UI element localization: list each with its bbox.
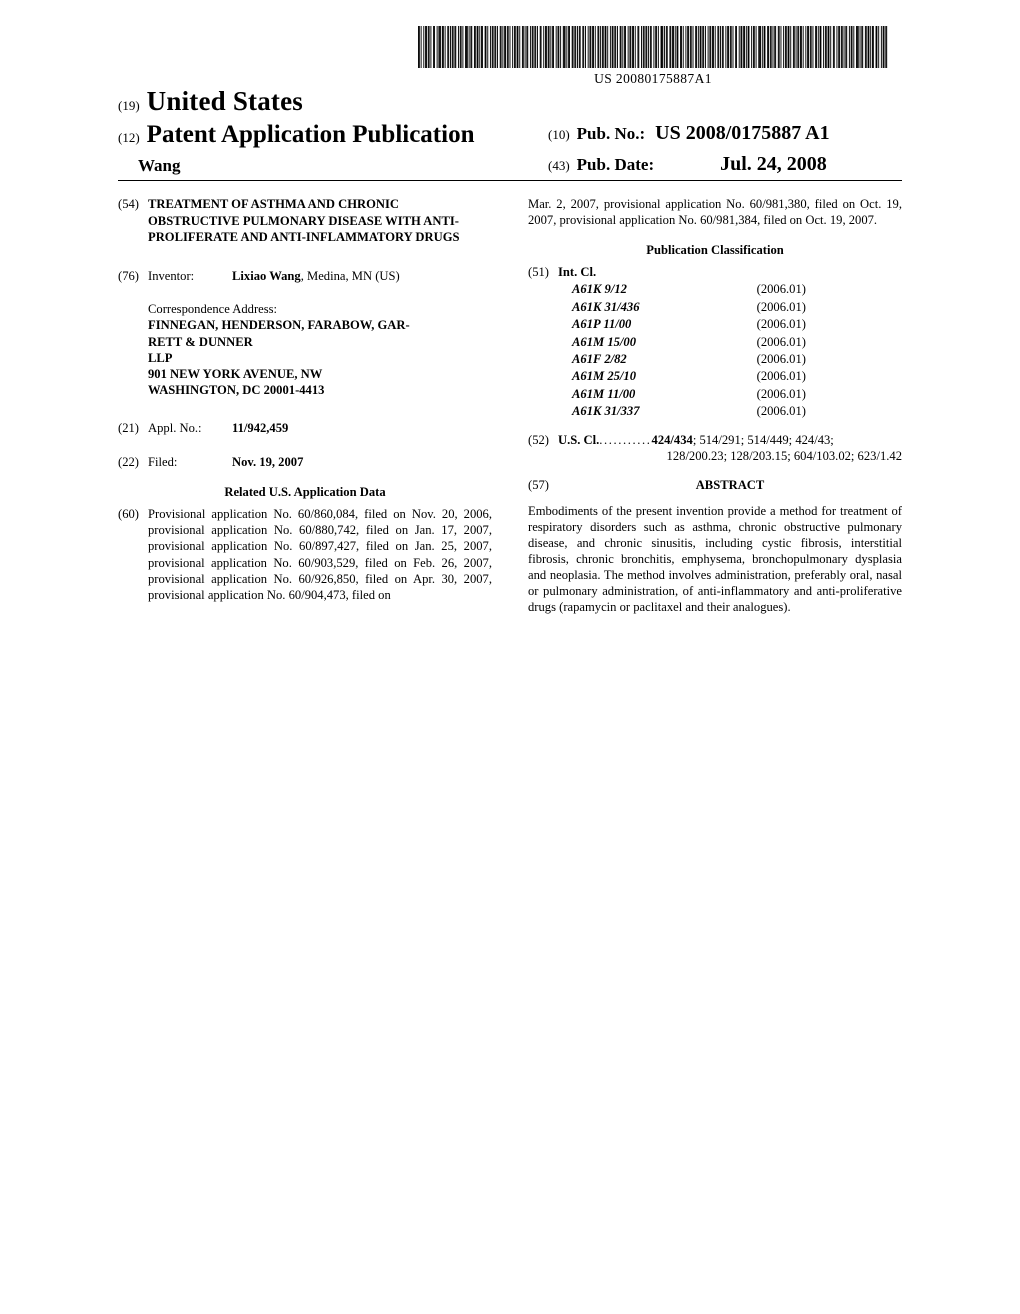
us-cl-rest: ; 514/291; 514/449; 424/43; [692,433,834,448]
body-columns [118,196,902,616]
int-cl-table [558,281,902,420]
abstract-heading: ABSTRACT [695,477,765,492]
publication-number-label: Pub. No.: [576,124,646,143]
table-row [558,403,902,420]
filed-field [118,454,492,470]
appl-no-field [118,420,492,436]
right-column [528,196,902,616]
page-header [118,86,902,176]
int-cl-code: A61M 11/00 [572,386,636,401]
us-cl-label: U.S. Cl. [558,433,600,448]
correspondence-line-3: LLP [148,350,173,365]
country-line [118,86,902,117]
correspondence-line-5: WASHINGTON, DC 20001-4413 [148,383,325,398]
correspondence-address [148,301,492,398]
abstract-text: Embodiments of the present invention provide a method for treatment of respiratory disorders such as asthma, chronic obstructive pulmonary disease, and chronic sinusitis, including cystic fibrosis, interstitial fibrosis, chronic bronchitis, emphysema, bronchopulmonary dysplasia and neoplasia. The method involves administration, preferably oral, nasal or pulmonary administration, of anti-inflammatory and anti-proliferative drugs (rapamycin or paclitaxel and their analogues). [528,503,902,615]
filed-value: Nov. 19, 2007 [232,454,304,469]
int-cl-date: (2006.01) [756,351,806,366]
publication-date-row [548,153,908,176]
filed-label: Filed: [148,454,178,469]
correspondence-label: Correspondence Address: [148,302,278,317]
int-cl-date: (2006.01) [756,317,806,332]
left-column [118,196,492,616]
table-row [558,333,902,350]
field-code-57: (57) [528,477,549,492]
int-cl-code: A61F 2/82 [572,351,627,366]
header-right-column [548,122,908,176]
field-code-43: (43) [548,158,570,173]
field-code-51: (51) [528,265,549,280]
field-code-12: (12) [118,130,140,145]
correspondence-line-1: FINNEGAN, HENDERSON, FARABOW, GAR- [148,318,410,333]
int-cl-date: (2006.01) [756,299,806,314]
correspondence-line-2: RETT & DUNNER [148,334,253,349]
table-row [558,281,902,298]
us-cl-line-2: 128/200.23; 128/203.15; 604/103.02; 623/1.42 [666,449,902,464]
field-code-21: (21) [118,421,139,436]
publication-number-value: US 2008/0175887 A1 [655,122,830,144]
us-cl-line-1 [558,432,902,448]
inventor-field [118,268,492,399]
int-cl-date: (2006.01) [756,282,806,297]
publication-date-label: Pub. Date: [576,155,655,174]
field-code-76: (76) [118,268,139,283]
field-code-52: (52) [528,433,549,448]
country-name: United States [146,86,304,116]
barcode-image [418,26,888,68]
publication-number-row [548,122,908,145]
related-data-field [118,506,492,603]
barcode-number: US 20080175887A1 [594,71,712,86]
inventor-name: Lixiao Wang [232,268,301,283]
appl-no-label: Appl. No.: [148,421,202,436]
us-cl-dots: ........... [599,433,652,448]
int-cl-date: (2006.01) [756,404,806,419]
related-data-heading: Related U.S. Application Data [224,484,386,499]
field-code-10: (10) [548,127,570,142]
field-code-22: (22) [118,454,139,469]
related-data-text: Provisional application No. 60/860,084, filed on Nov. 20, 2006, provisional application No. 60/880,742, filed on Jan. 17, 2007, provisional application No. 60/897,427, filed on Jan. 25, 2007, provisional application No. 60/903,529, filed on Feb. 26, 2007, provisional application No. 60/926,850, filed on Apr. 30, 2007, provisional application No. 60/904,473, filed on [148,507,492,602]
table-row [558,368,902,385]
int-cl-code: A61K 31/436 [572,299,640,314]
publication-type: Patent Application Publication [146,121,475,148]
inventor-value [232,268,400,284]
int-cl-code: A61K 31/337 [572,404,640,419]
int-cl-date: (2006.01) [756,334,806,349]
int-cl-code: A61M 15/00 [572,334,637,349]
us-cl-primary: 424/434 [651,433,693,448]
table-row [558,298,902,315]
int-cl-code: A61K 9/12 [572,282,627,297]
table-row [558,350,902,367]
correspondence-line-4: 901 NEW YORK AVENUE, NW [148,367,323,381]
int-cl-date: (2006.01) [756,386,806,401]
invention-title: TREATMENT OF ASTHMA AND CHRONIC OBSTRUCTIVE PULMONARY DISEASE WITH ANTI-PROLIFERATE AND ANTI-INFLAMMATORY DRUGS [148,197,460,245]
publication-date-value: Jul. 24, 2008 [720,153,827,175]
related-data-continued: Mar. 2, 2007, provisional application No. 60/981,380, filed on Oct. 19, 2007, provisional application No. 60/981,384, filed on Oct. 19, 2007. [528,197,902,228]
table-row [558,385,902,402]
abstract-heading-row [528,477,902,493]
header-inventor-surname: Wang [138,156,181,175]
appl-no-value: 11/942,459 [232,421,289,436]
publication-classification-heading: Publication Classification [646,243,784,258]
int-cl-code: A61P 11/00 [572,317,632,332]
barcode-block [418,26,888,87]
header-divider [118,180,902,181]
us-cl-field [528,432,902,464]
int-cl-code: A61M 25/10 [572,369,637,384]
table-row [558,316,902,333]
inventor-location: , Medina, MN (US) [300,268,400,283]
inventor-label: Inventor: [148,268,195,283]
field-code-54: (54) [118,197,139,211]
title-field [118,196,492,246]
int-cl-field [528,264,902,420]
int-cl-label: Int. Cl. [558,265,597,280]
int-cl-date: (2006.01) [756,369,806,384]
field-code-19: (19) [118,98,140,113]
field-code-60: (60) [118,507,139,522]
